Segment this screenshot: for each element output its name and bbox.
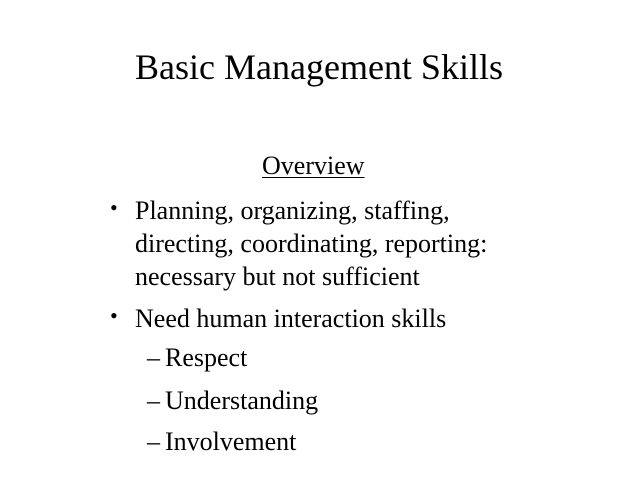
sub-bullet-item: [147, 341, 247, 374]
sub-bullet-text: Understanding: [165, 386, 319, 415]
bullet-line: necessary but not sufficient: [135, 262, 420, 291]
bullet-marker: •: [110, 303, 118, 328]
bullet-line: directing, coordinating, reporting:: [135, 229, 488, 258]
sub-bullet-item: [147, 384, 318, 417]
bullet-line: Planning, organizing, staffing,: [135, 196, 450, 225]
sub-bullet-text: Respect: [165, 343, 248, 372]
sub-bullet-text: Involvement: [165, 427, 297, 456]
bullet-marker: •: [110, 195, 118, 220]
slide-subtitle: Overview: [262, 151, 365, 180]
dash-marker: –: [147, 386, 160, 415]
slide-title: Basic Management Skills: [135, 47, 503, 87]
dash-marker: –: [147, 427, 160, 456]
dash-marker: –: [147, 343, 160, 372]
sub-bullet-item: [147, 425, 296, 458]
bullet-line: Need human interaction skills: [135, 304, 447, 333]
